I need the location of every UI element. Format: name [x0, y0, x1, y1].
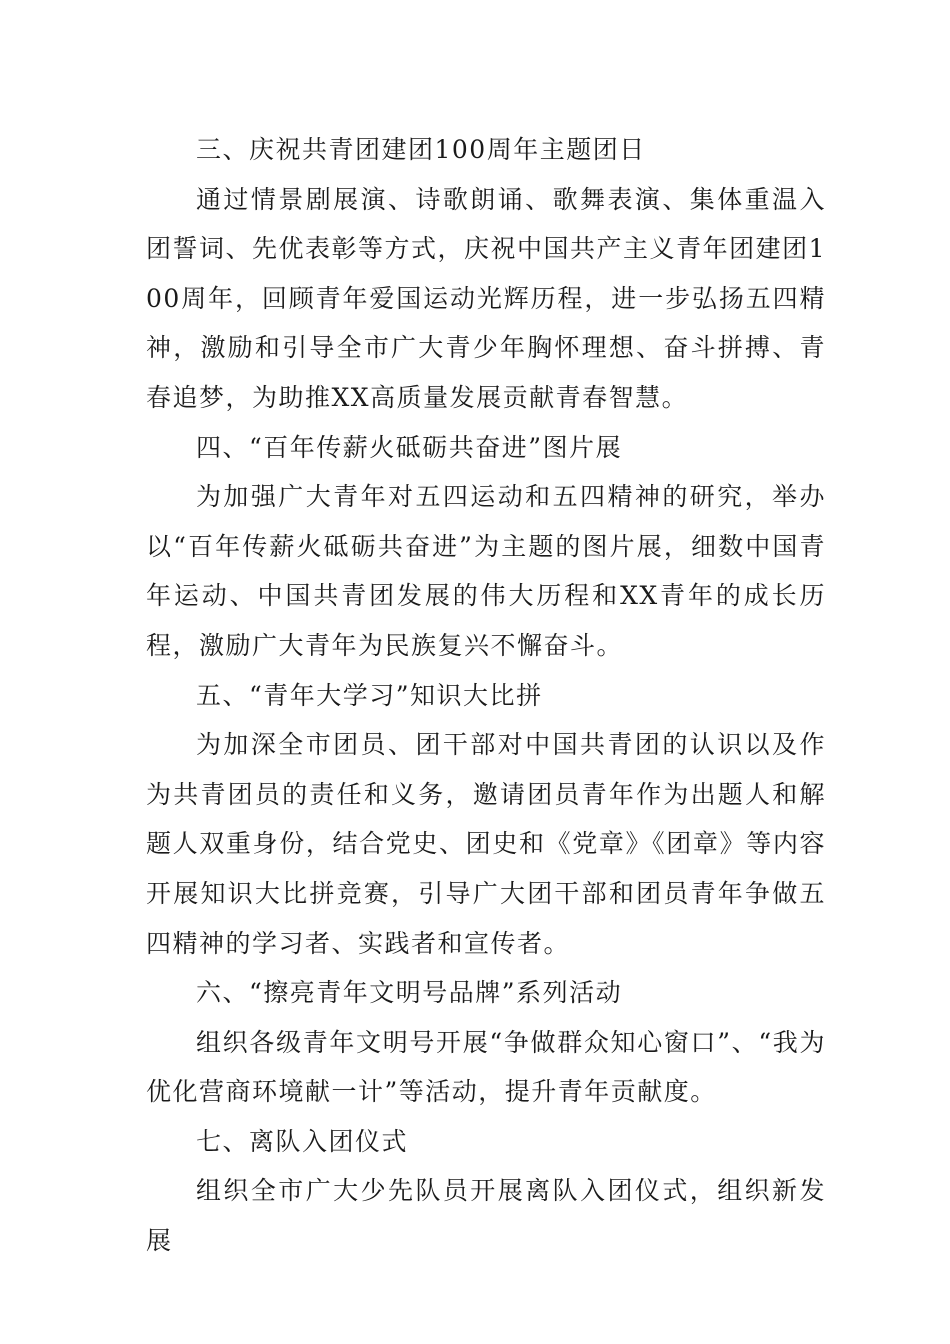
- body-paragraph: 为加强广大青年对五四运动和五四精神的研究，举办以“百年传薪火砥砺共奋进”为主题的图片展，细数中国青年运动、中国共青团发展的伟大历程和XX青年的成长历程，激励广大青年为民族复兴不懈奋斗。: [146, 482, 826, 660]
- section-heading-6: 六、“擦亮青年文明号品牌”系列活动: [196, 978, 623, 1008]
- section-heading-5: 五、“青年大学习”知识大比拼: [196, 680, 543, 710]
- body-paragraph: 组织各级青年文明号开展“争做群众知心窗口”、“我为优化营商环境献一计”等活动，提升青年贡献度。: [146, 1027, 826, 1107]
- body-paragraph: 组织全市广大少先队员开展离队入团仪式，组织新发展: [146, 1176, 826, 1256]
- body-paragraph: 为加深全市团员、团干部对中国共青团的认识以及作为共青团员的责任和义务，邀请团员青年作为出题人和解题人双重身份，结合党史、团史和《党章》《团章》等内容开展知识大比拼竞赛，引导广大团干部和团员青年争做五四精神的学习者、实践者和宣传者。: [146, 730, 826, 958]
- body-paragraph: 通过情景剧展演、诗歌朗诵、歌舞表演、集体重温入团誓词、先优表彰等方式，庆祝中国共产主义青年团建团100周年，回顾青年爱国运动光辉历程，进一步弘扬五四精神，激励和引导全市广大青少年胸怀理想、奋斗拼搏、青春追梦，为助推XX高质量发展贡献青春智慧。: [146, 184, 826, 412]
- section-heading-4: 四、“百年传薪火砥砺共奋进”图片展: [196, 432, 623, 462]
- document-body: [146, 125, 826, 1266]
- section-heading-7: 七、离队入团仪式: [196, 1126, 409, 1156]
- section-heading-3: 三、庆祝共青团建团100周年主题团日: [196, 135, 646, 164]
